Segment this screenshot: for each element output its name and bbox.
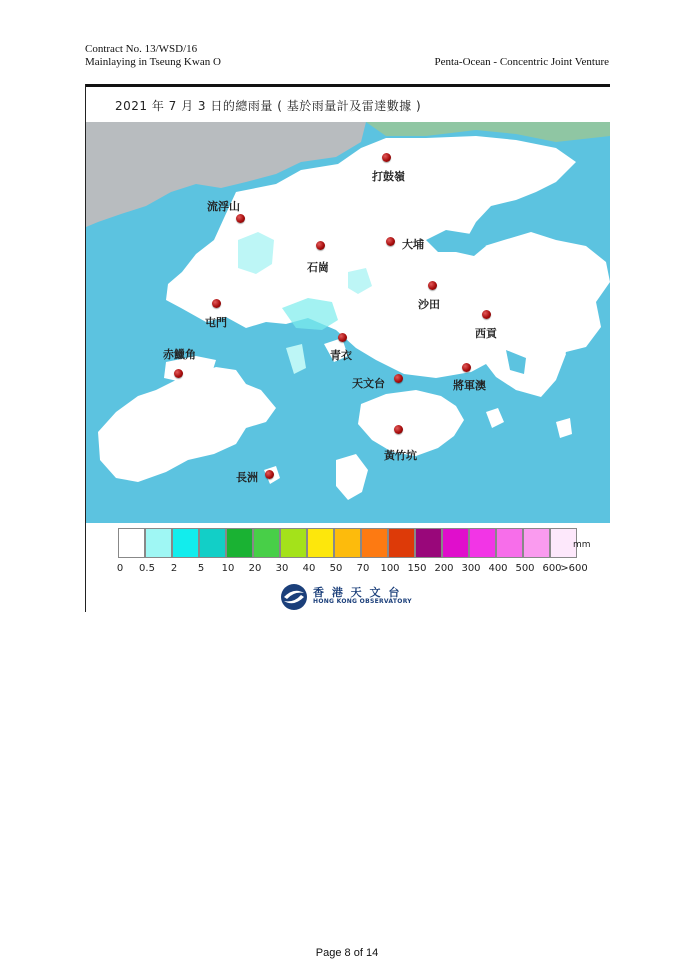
rainfall-map xyxy=(86,122,610,523)
station-marker-icon xyxy=(316,241,325,250)
station-label: 青衣 xyxy=(330,349,352,362)
map-title: 2021 年 7 月 3 日的總雨量 ( 基於雨量計及雷達數據 ) xyxy=(115,99,422,113)
station-label: 打鼓嶺 xyxy=(372,170,405,183)
station-label: 西貢 xyxy=(475,327,497,340)
contract-number: Contract No. 13/WSD/16 xyxy=(85,43,198,55)
station-marker-icon xyxy=(174,369,183,378)
hko-logo xyxy=(279,583,429,611)
legend-swatch xyxy=(415,528,442,558)
legend-swatch xyxy=(199,528,226,558)
station-label: 將軍澳 xyxy=(453,379,486,392)
station-marker-icon xyxy=(482,310,491,319)
legend-tick-label: 500 xyxy=(515,563,535,574)
project-name: Mainlaying in Tseung Kwan O xyxy=(85,56,221,68)
station-label: 流浮山 xyxy=(207,200,240,213)
legend-swatch xyxy=(469,528,496,558)
rainfall-legend xyxy=(118,528,568,558)
legend-tick-label: 40 xyxy=(302,563,316,574)
legend-swatch xyxy=(172,528,199,558)
station-label: 石崗 xyxy=(307,261,329,274)
station-marker-icon xyxy=(236,214,245,223)
legend-tick-label: 150 xyxy=(407,563,427,574)
station-marker-icon xyxy=(212,299,221,308)
station-label: 沙田 xyxy=(418,298,440,311)
legend-tick-label: 2 xyxy=(170,563,178,574)
station-marker-icon xyxy=(338,333,347,342)
contractor-name: Penta-Ocean - Concentric Joint Venture xyxy=(434,56,609,68)
station-label: 赤鱲角 xyxy=(163,348,196,361)
legend-tick-label: 20 xyxy=(248,563,262,574)
legend-tick-label: 30 xyxy=(275,563,289,574)
legend-swatch xyxy=(307,528,334,558)
legend-swatch xyxy=(361,528,388,558)
station-marker-icon xyxy=(394,425,403,434)
legend-tick-label: 50 xyxy=(329,563,343,574)
hko-emblem-icon xyxy=(279,583,309,611)
hko-name-en: HONG KONG OBSERVATORY xyxy=(313,598,412,605)
station-label: 屯門 xyxy=(205,316,227,329)
station-label: 黃竹坑 xyxy=(384,449,417,462)
hko-name-cn: 香 港 天 文 台 xyxy=(313,586,402,599)
legend-unit: mm xyxy=(573,540,591,550)
legend-swatch xyxy=(253,528,280,558)
station-marker-icon xyxy=(462,363,471,372)
legend-tick-label: 0 xyxy=(116,563,124,574)
legend-swatch xyxy=(280,528,307,558)
station-marker-icon xyxy=(428,281,437,290)
legend-swatch xyxy=(226,528,253,558)
document-header-left xyxy=(85,43,221,69)
legend-tick-label: 600 xyxy=(542,563,562,574)
legend-swatch xyxy=(145,528,172,558)
station-label: 長洲 xyxy=(236,471,258,484)
legend-swatch xyxy=(523,528,550,558)
station-marker-icon xyxy=(386,237,395,246)
station-label: 天文台 xyxy=(352,377,385,390)
legend-tick-label: 300 xyxy=(461,563,481,574)
legend-tick-label: >600 xyxy=(560,563,588,574)
legend-tick-label: 100 xyxy=(380,563,400,574)
legend-tick-label: 0.5 xyxy=(139,563,155,574)
station-marker-icon xyxy=(394,374,403,383)
legend-swatch xyxy=(118,528,145,558)
station-marker-icon xyxy=(382,153,391,162)
legend-tick-label: 400 xyxy=(488,563,508,574)
legend-swatch xyxy=(334,528,361,558)
legend-swatch xyxy=(442,528,469,558)
legend-tick-label: 70 xyxy=(356,563,370,574)
station-label: 大埔 xyxy=(402,238,424,251)
station-marker-icon xyxy=(265,470,274,479)
map-canvas xyxy=(86,122,610,523)
legend-tick-label: 200 xyxy=(434,563,454,574)
legend-tick-label: 10 xyxy=(221,563,235,574)
frame-top-rule xyxy=(85,84,610,87)
legend-swatch xyxy=(496,528,523,558)
page-number: Page 8 of 14 xyxy=(315,947,379,959)
legend-tick-label: 5 xyxy=(197,563,205,574)
legend-swatch xyxy=(388,528,415,558)
